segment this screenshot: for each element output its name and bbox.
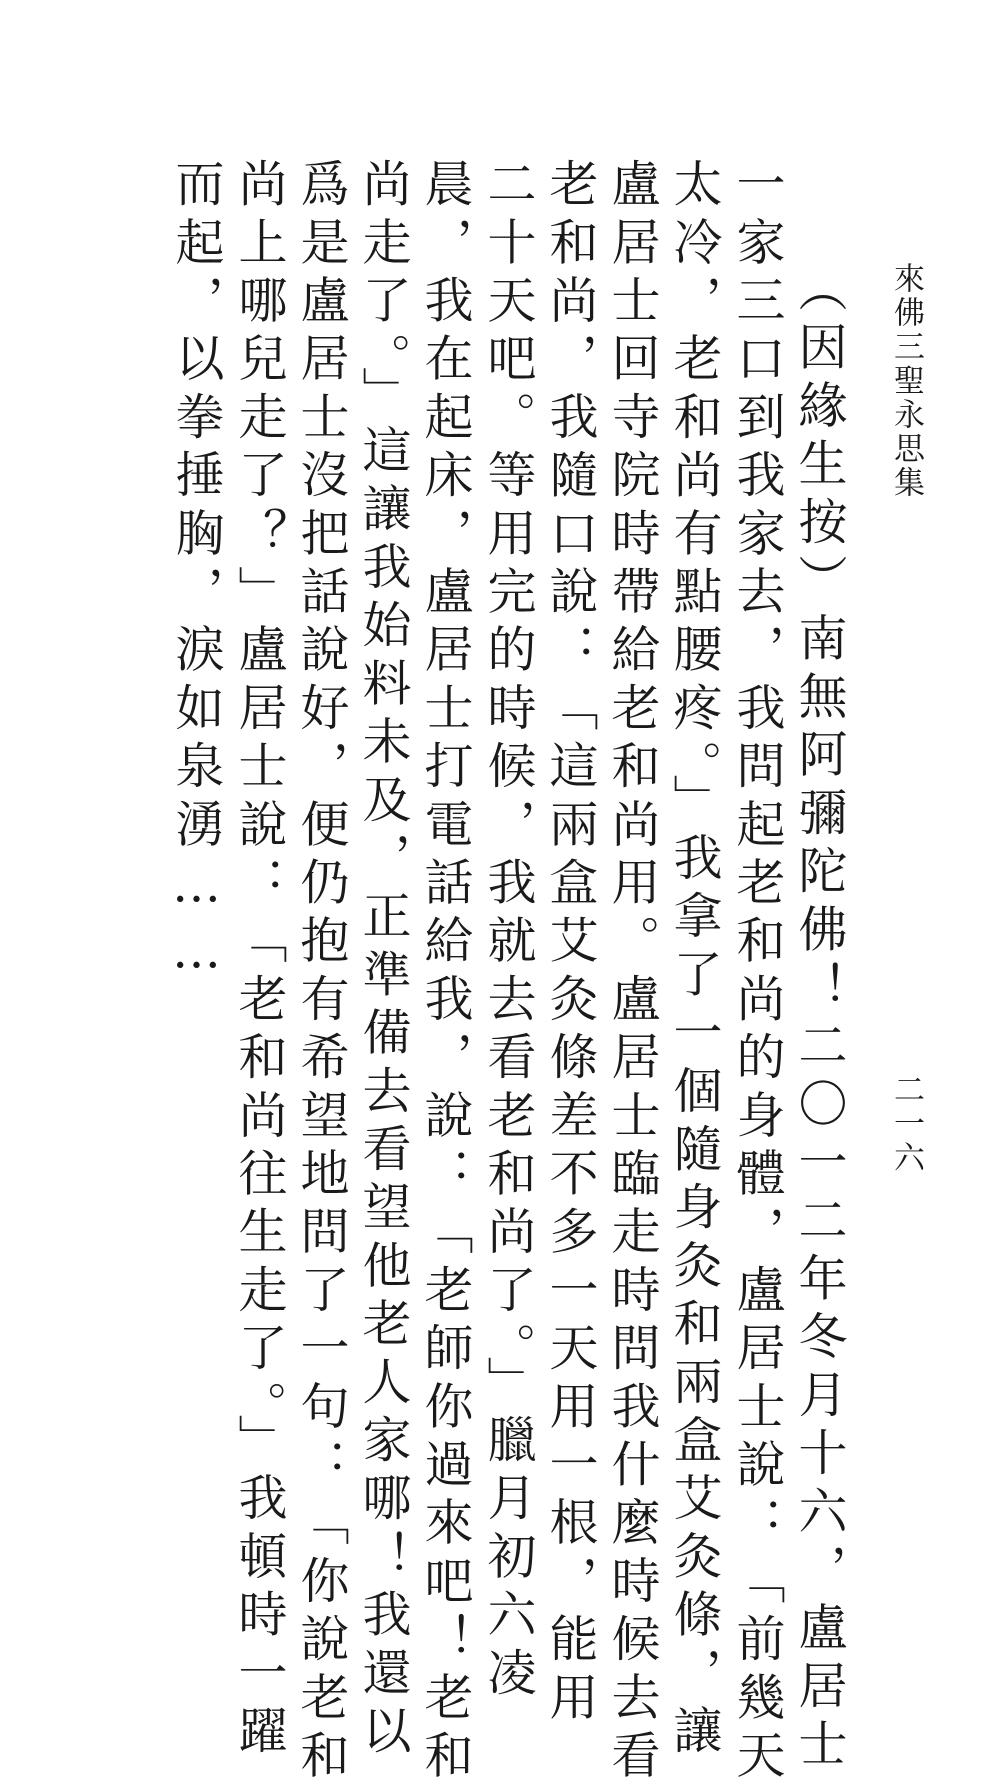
text-column-4: 盧居士回寺院時帶給老和尚用。盧居士臨走時問我什麼時候去看 — [604, 158, 661, 1788]
text-column-3: 太冷，老和尚有點腰疼。」我拿了一個隨身灸和兩盒艾灸條，讓 — [666, 158, 723, 1764]
text-column-6: 二十天吧。等用完的時候，我就去看老和尚了。」臘月初六凌 — [480, 158, 537, 1705]
text-column-7: 晨，我在起床，盧居士打電話給我，說：「老師你過來吧！老和 — [417, 158, 474, 1788]
text-column-11: 而起，以拳捶胸，淚如泉湧…… — [168, 158, 225, 989]
text-column-9: 爲是盧居士沒把話說好，便仍抱有希望地問了一句：「你說老和 — [293, 158, 350, 1788]
text-column-2: 一家三口到我家去，我問起老和尚的身體，盧居士說：「前幾天 — [729, 158, 786, 1788]
text-column-1: （因緣生按）南無阿彌陀佛！二〇一二年冬月十六，盧居士 — [791, 263, 848, 1777]
running-header-title: 來佛三聖永思集 — [888, 262, 924, 500]
text-column-8: 尚走了。」這讓我始料未及，正準備去看望他老人家哪！我還以 — [355, 158, 412, 1764]
text-column-5: 老和尚，我隨口說：「這兩盒艾灸條差不多一天用一根，能用 — [542, 158, 599, 1730]
text-column-10: 尚上哪兒走了？」盧居士說：「老和尚往生走了。」我頓時一躍 — [231, 158, 288, 1764]
page-number: 二一六 — [888, 1073, 924, 1175]
